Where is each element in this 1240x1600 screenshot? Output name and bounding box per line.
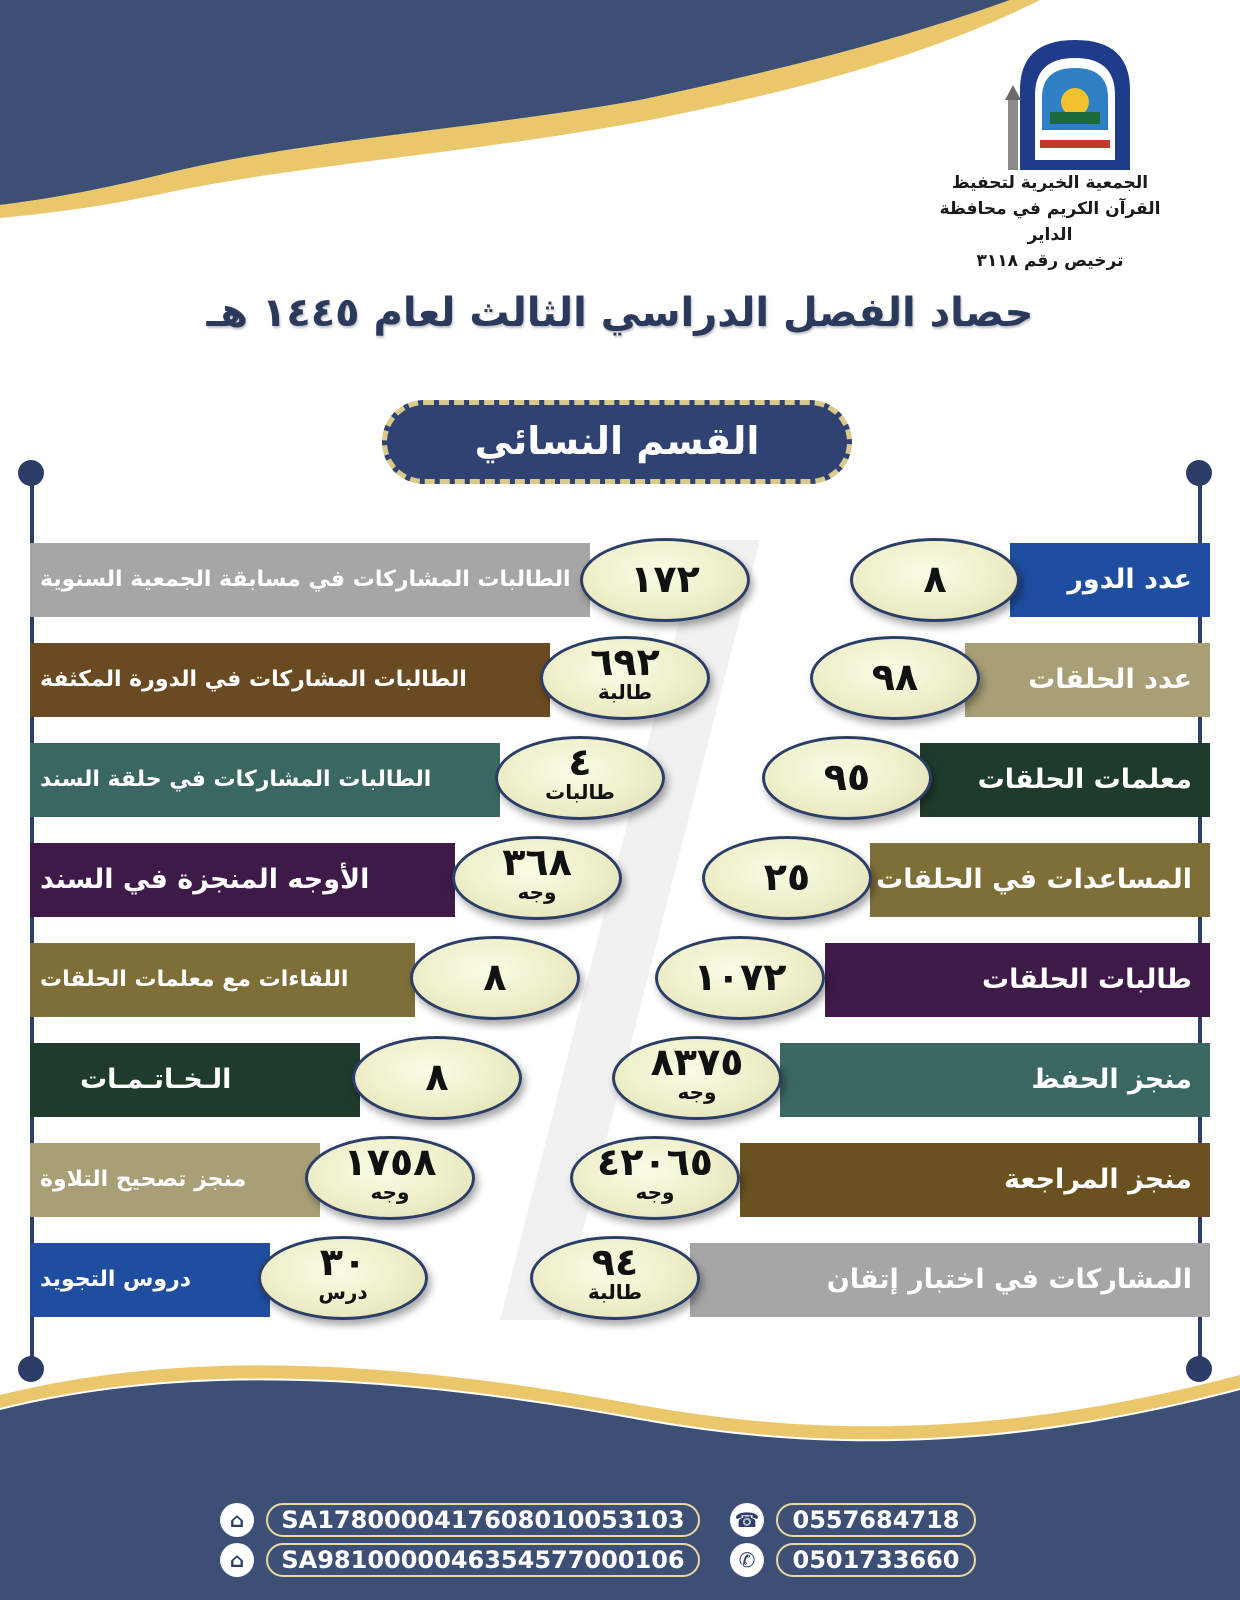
stat-bar-right <box>825 943 1210 1017</box>
right-bottom-dot <box>1186 1356 1212 1382</box>
stat-bar-right <box>1010 543 1210 617</box>
stat-value: ٣٦٨ <box>502 840 572 884</box>
stat-value: ٦٩٢ <box>590 640 660 684</box>
stat-value: ٤٢٠٦٥ <box>597 1140 713 1184</box>
stat-label: طالبات الحلقات <box>982 964 1192 995</box>
stat-value: ٨ <box>923 557 947 601</box>
stat-label: الطالبات المشاركات في مسابقة الجمعية السنوية <box>40 567 571 592</box>
stat-unit: طالبة <box>597 680 653 704</box>
stat-bar-right <box>740 1143 1210 1217</box>
bank-icon: ⌂ <box>220 1503 254 1537</box>
stat-oval <box>258 1236 428 1320</box>
stat-label: منجز تصحيح التلاوة <box>40 1167 247 1192</box>
stat-unit: طالبة <box>587 1280 643 1304</box>
stat-bar-left <box>30 843 455 917</box>
stat-label: الـخـاتـمـات <box>80 1064 232 1095</box>
iban-box-1: SA1780000417608010053103 <box>266 1503 700 1537</box>
stat-unit: وجه <box>677 1080 717 1104</box>
stat-oval <box>762 736 932 820</box>
phone-icon: ☎ <box>730 1503 764 1537</box>
stat-bar-left <box>30 1143 320 1217</box>
stat-oval <box>540 636 710 720</box>
stat-bar-left <box>30 943 415 1017</box>
stat-bar-right <box>690 1243 1210 1317</box>
stat-value: ٣٠ <box>319 1240 367 1284</box>
left-top-dot <box>18 460 44 486</box>
stat-label: دروس التجويد <box>40 1267 192 1292</box>
stat-oval <box>352 1036 522 1120</box>
stat-unit: وجه <box>517 880 557 904</box>
stat-bar-left <box>30 1043 360 1117</box>
stat-oval <box>702 836 872 920</box>
stat-oval <box>570 1136 740 1220</box>
stat-value: ١٧٢ <box>630 557 700 601</box>
stat-label: اللقاءات مع معلمات الحلقات <box>40 967 349 992</box>
stat-value: ٩٥ <box>823 755 871 799</box>
org-line-2: القرآن الكريم في محافظة الداير <box>939 199 1161 245</box>
stat-unit: وجه <box>635 1180 675 1204</box>
section-title: القسم النسائي <box>382 400 852 484</box>
stat-oval <box>305 1136 475 1220</box>
stat-bar-left <box>30 743 500 817</box>
right-top-dot <box>1186 460 1212 486</box>
stat-label: الطالبات المشاركات في حلقة السند <box>40 767 432 792</box>
stat-label: منجز الحفظ <box>1031 1064 1192 1095</box>
stat-oval <box>612 1036 782 1120</box>
stat-bar-left <box>30 1243 270 1317</box>
stat-oval <box>452 836 622 920</box>
org-line-3: ترخيص رقم ٣١١٨ <box>976 251 1124 271</box>
stat-value: ٨ <box>483 955 507 999</box>
stat-label: الأوجه المنجزة في السند <box>40 864 370 895</box>
organization-name <box>930 170 1170 274</box>
page-title: حصاد الفصل الدراسي الثالث لعام ١٤٤٥ هـ <box>206 290 1034 336</box>
stat-label: معلمات الحلقات <box>977 764 1192 795</box>
stat-label: عدد الدور <box>1067 564 1192 595</box>
stat-label: المساعدات في الحلقات <box>876 864 1192 895</box>
stat-value: ٨ <box>425 1055 449 1099</box>
stat-unit: طالبات <box>545 780 615 804</box>
stat-oval <box>410 936 580 1020</box>
phone-box-2[interactable]: 0501733660 <box>776 1543 976 1577</box>
stat-value: ٤ <box>568 740 592 784</box>
stat-bar-left <box>30 543 590 617</box>
org-line-1: الجمعية الخيرية لتحفيظ <box>951 173 1149 193</box>
stat-oval <box>495 736 665 820</box>
stat-value: ١٠٧٢ <box>693 955 787 999</box>
stat-value: ٨٣٧٥ <box>650 1040 744 1084</box>
stat-label: المشاركات في اختبار إتقان <box>826 1264 1192 1295</box>
stat-oval <box>850 538 1020 622</box>
bank-icon: ⌂ <box>220 1543 254 1577</box>
whatsapp-icon: ✆ <box>730 1543 764 1577</box>
stat-value: ١٧٥٨ <box>343 1140 437 1184</box>
stat-unit: وجه <box>370 1180 410 1204</box>
organization-logo <box>1000 30 1150 175</box>
stat-oval <box>530 1236 700 1320</box>
stat-oval <box>655 936 825 1020</box>
stat-value: ٩٨ <box>871 655 919 699</box>
stat-oval <box>580 538 750 622</box>
stat-value: ٢٥ <box>763 855 811 899</box>
stat-bar-right <box>920 743 1210 817</box>
stat-oval <box>810 636 980 720</box>
stat-bar-right <box>780 1043 1210 1117</box>
stat-bar-left <box>30 643 550 717</box>
stat-bar-right <box>965 643 1210 717</box>
stat-label: عدد الحلقات <box>1028 664 1192 695</box>
stat-unit: درس <box>318 1280 368 1304</box>
stat-bar-right <box>870 843 1210 917</box>
phone-box-1[interactable]: 0557684718 <box>776 1503 976 1537</box>
left-bottom-dot <box>18 1356 44 1382</box>
stat-value: ٩٤ <box>591 1240 639 1284</box>
iban-box-2: SA9810000046354577000106 <box>266 1543 700 1577</box>
stat-label: منجز المراجعة <box>1003 1164 1192 1195</box>
stat-label: الطالبات المشاركات في الدورة المكثفة <box>40 667 467 692</box>
